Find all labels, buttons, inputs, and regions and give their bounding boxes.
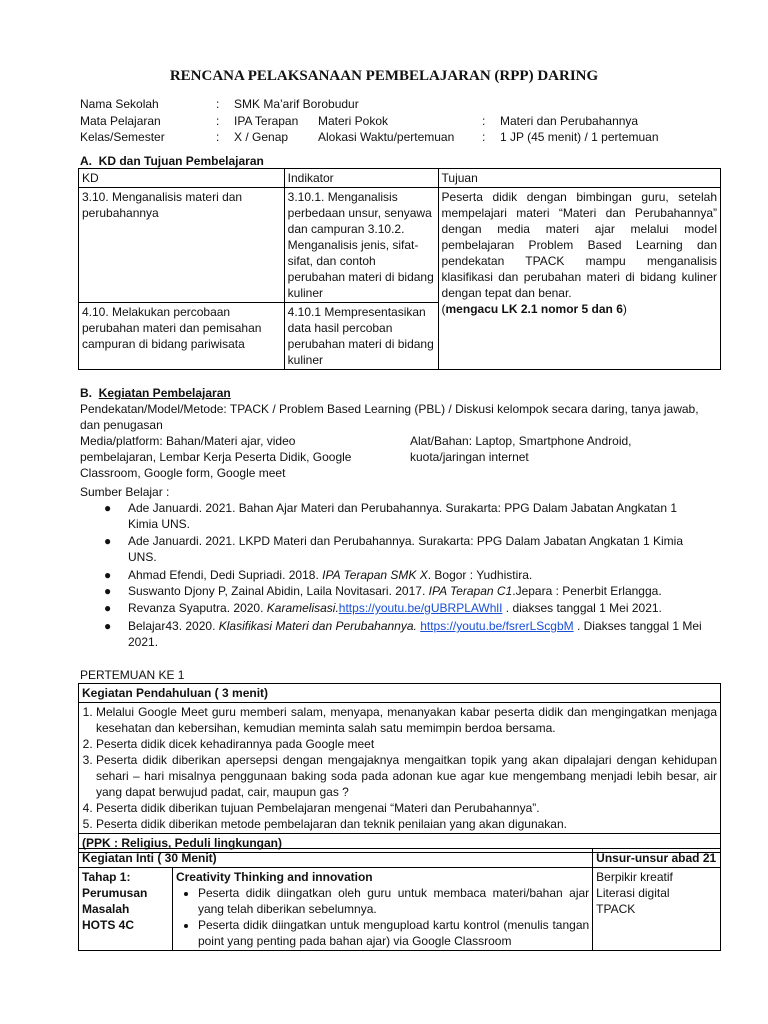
core-heading: Kegiatan Inti ( 30 Menit) [79, 849, 593, 868]
table-row [79, 188, 721, 303]
list-item: ● Revanza Syaputra. 2020. Karamelisasi.https://youtu.be/gUBRPLAWhlI . diakses tanggal 1 Mei 2021. [104, 601, 662, 615]
bullet-icon: ● [104, 619, 112, 633]
intro-heading: Kegiatan Pendahuluan ( 3 menit) [79, 684, 721, 703]
topic-label: Materi Pokok [318, 114, 389, 128]
header-kd: KD [79, 169, 285, 188]
bullet-icon: ● [104, 584, 112, 598]
colon: : [216, 130, 220, 144]
media-text: Media/platform: Bahan/Materi ajar, video pembelajaran, Lembar Kerja Peserta Didik, Google Classroom, Google form, Google meet [80, 434, 352, 480]
topic-value: Materi dan Perubahannya [500, 114, 639, 128]
ppk-note: (PPK : Religius, Peduli lingkungan) [79, 834, 721, 853]
bullet-icon: ● [104, 568, 112, 582]
kd-table [78, 168, 721, 370]
header-tujuan: Tujuan [438, 169, 720, 188]
list-item: • Peserta didik diingatkan untuk mengupload kartu kontrol (menulis tangan point yang penting pada bahan ajar) via Google Classroom [198, 917, 589, 949]
youtube-link[interactable]: https://youtu.be/fsrerLScgbM [420, 619, 574, 633]
class-value: X / Genap [234, 130, 289, 144]
stage-subheading: Creativity Thinking and innovation [175, 870, 373, 884]
time-label: Alokasi Waktu/pertemuan [318, 130, 455, 144]
bullet-icon: ● [104, 601, 112, 615]
youtube-link[interactable]: https://youtu.be/gUBRPLAWhlI [338, 601, 503, 615]
section-a-heading: A. KD dan Tujuan Pembelajaran [80, 154, 264, 168]
intro-activities-table [78, 683, 721, 853]
indikator-cell: 4.10.1 Mempresentasikan data hasil percoban perubahan materi di bidang kuliner [284, 303, 438, 370]
bullet-icon: ● [104, 501, 112, 515]
list-item: 1. Melalui Google Meet guru memberi salam, menyapa, menanyakan kabar peserta didik dan mengingatkan menjaga kesehatan dan kebersihan, kemudian meminta salah satu memimpin berdoa bersama. [96, 704, 717, 736]
list-item: 4. Peserta didik diberikan tujuan Pembelajaran mengenai “Materi dan Perubahannya”. [96, 800, 717, 816]
document-title: RENCANA PELAKSANAAN PEMBELAJARAN (RPP) DARING [169, 68, 599, 84]
skills-heading: Unsur-unsur abad 21 [593, 849, 721, 868]
class-label: Kelas/Semester [80, 130, 165, 144]
colon: : [216, 97, 220, 111]
tujuan-cell [438, 188, 720, 370]
colon: : [216, 114, 220, 128]
bullet-icon: ● [104, 534, 112, 548]
sources-label: Sumber Belajar : [80, 485, 170, 499]
tujuan-reference: (mengacu LK 2.1 nomor 5 dan 6) [441, 302, 627, 316]
indikator-cell: 3.10.1. Menganalisis perbedaan unsur, senyawa dan campuran 3.10.2. Menganalisis jenis, sifat-sifat, dan contoh perubahan materi di bidang kuliner [284, 188, 438, 303]
kd-cell: 4.10. Melakukan percobaan perubahan materi dan pemisahan campuran di bidang pariwisata [79, 303, 285, 370]
core-activities-table [78, 848, 721, 951]
school-value: SMK Ma’arif Borobudur [234, 97, 359, 111]
list-item: 5. Peserta didik diberikan metode pembelajaran dan teknik penilaian yang akan digunakan. [96, 816, 717, 832]
list-item: ● Ade Januardi. 2021. LKPD Materi dan Perubahannya. Surakarta: PPG Dalam Jabatan Angkatan 1 Kimia UNS. [104, 534, 683, 564]
list-item: ● Belajar43. 2020. Klasifikasi Materi dan Perubahannya. https://youtu.be/fsrerLScgbM . Diakses tanggal 1 Mei 2021. [104, 619, 702, 649]
list-item: 3. Peserta didik diberikan apersepsi dengan mengajaknya mengaitkan topik yang akan dipalajari dengan kehidupan sehari – hari misalnya penggunaan baking soda pada adonan kue agar kue mengembang menjadi lebih besar, air yang dapat berwujud padat, cair, maupun gas ? [96, 752, 717, 800]
tujuan-text: Peserta didik dengan bimbingan guru, setelah mempelajari materi “Materi dan Perubahannya” dengan media materi ajar melalui model pembelajaran Problem Based Learning dan pendekatan TPACK mampu menganalisis klasifikasi dan perubahan materi di bidang kuliner dengan tepat dan benar. [441, 190, 717, 300]
intro-body [79, 703, 721, 834]
time-value: 1 JP (45 menit) / 1 pertemuan [500, 130, 659, 144]
stage-detail-cell [172, 868, 592, 951]
colon: : [482, 114, 486, 128]
meeting-heading: PERTEMUAN KE 1 [80, 668, 185, 682]
school-label: Nama Sekolah [80, 97, 159, 111]
kd-cell: 3.10. Menganalisis materi dan perubahannya [79, 188, 285, 303]
list-item: ● Suswanto Djony P, Zainal Abidin, Laila Novitasari. 2017. IPA Terapan C1.Jepara : Penerbit Erlangga. [104, 584, 662, 598]
stage-cell: Tahap 1: Perumusan Masalah HOTS 4C [79, 868, 173, 951]
list-item: • Peserta didik diingatkan oleh guru untuk membaca materi/bahan ajar yang telah diberikan sebelumnya. [198, 885, 589, 917]
list-item: 2. Peserta didik dicek kehadirannya pada Google meet [96, 736, 717, 752]
colon: : [482, 130, 486, 144]
skills-cell: Berpikir kreatif Literasi digital TPACK [593, 868, 721, 951]
tools-text: Alat/Bahan: Laptop, Smartphone Android, kuota/jaringan internet [410, 434, 632, 464]
header-indikator: Indikator [284, 169, 438, 188]
subject-value: IPA Terapan [234, 114, 299, 128]
list-item: ● Ahmad Efendi, Dedi Supriadi. 2018. IPA Terapan SMK X. Bogor : Yudhistira. [104, 568, 533, 582]
section-b-heading: B. Kegiatan Pembelajaran [80, 386, 231, 400]
table-header-row [79, 169, 721, 188]
approach-text: Pendekatan/Model/Metode: TPACK / Problem Based Learning (PBL) / Diskusi kelompok secara daring, tanya jawab, dan penugasan [80, 402, 699, 432]
list-item: ● Ade Januardi. 2021. Bahan Ajar Materi dan Perubahannya. Surakarta: PPG Dalam Jabatan Angkatan 1 Kimia UNS. [104, 501, 678, 531]
subject-label: Mata Pelajaran [80, 114, 161, 128]
